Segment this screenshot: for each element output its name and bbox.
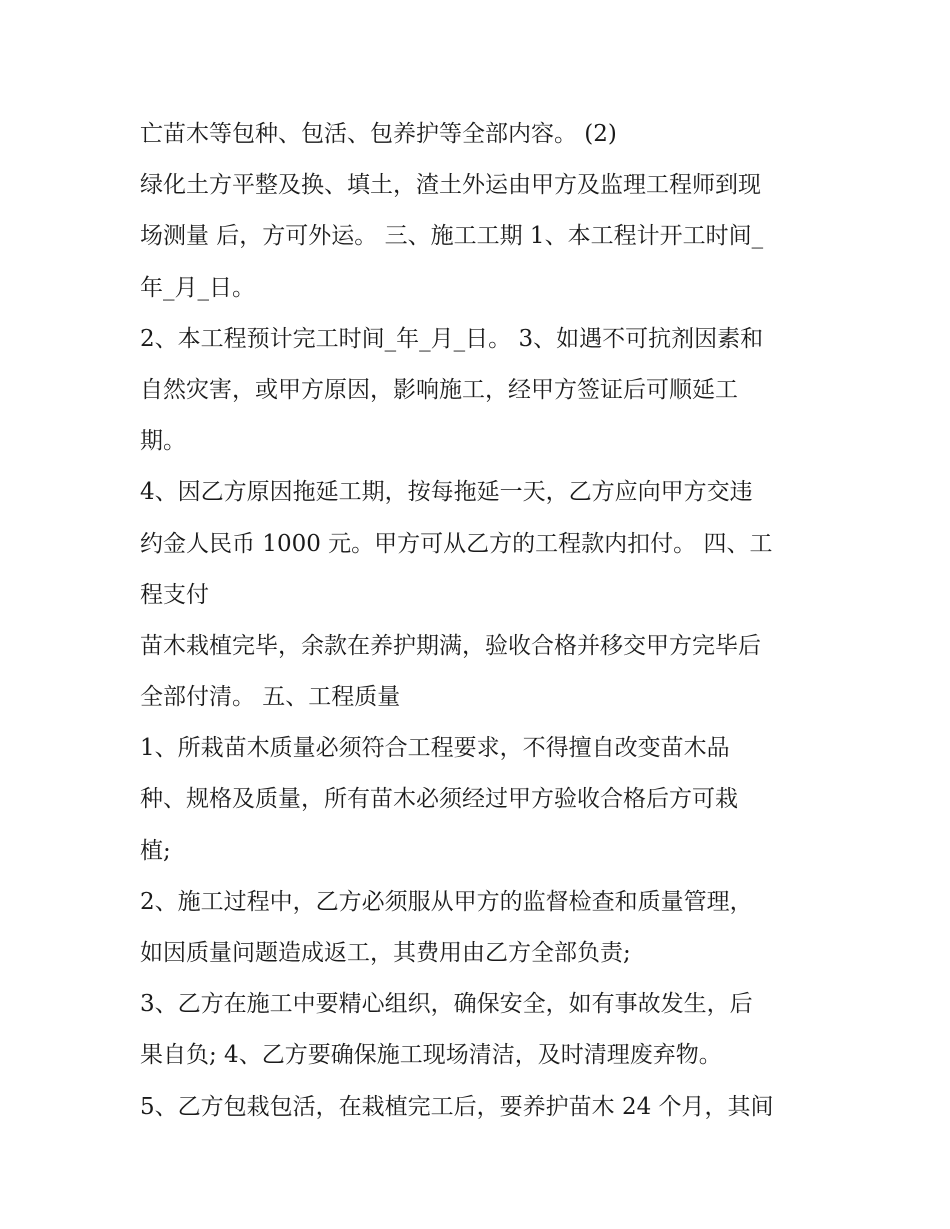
text-line: 植; [140,837,171,864]
text-line: 绿化土方平整及换、填土，渣土外运由甲方及监理工程师到现 [140,172,761,199]
text-line: 年_月_日。 [140,274,255,301]
text-line: 期。 [140,428,186,455]
text-line: 程支付 [140,581,209,608]
text-line: 2、施工过程中，乙方必须服从甲方的监督检查和质量管理， [140,888,753,915]
text-line: 约金人民币 1000 元。甲方可从乙方的工程款内扣付。 四、工 [140,530,773,557]
text-line: 如因质量问题造成返工，其费用由乙方全部负责; [140,940,631,966]
text-line: 1、所栽苗木质量必须符合工程要求，不得擅自改变苗木品 [140,735,730,762]
document-body [140,109,830,1133]
text-line: 2、本工程预计完工时间_年_月_日。 3、如遇不可抗剂因素和 [140,325,764,352]
text-line: 场测量 后，方可外运。 三、施工工期 1、本工程计开工时间_ [140,223,764,250]
text-line: 4、因乙方原因拖延工期，按每拖延一天，乙方应向甲方交违 [140,479,753,506]
text-line: 全部付清。 五、工程质量 [140,684,401,711]
text-line: 亡苗木等包种、包活、包养护等全部内容。 (2) [140,121,617,147]
text-line: 果自负; 4、乙方要确保施工现场清洁，及时清理废弃物。 [140,1042,722,1069]
text-line: 5、乙方包栽包活，在栽植完工后，要养护苗木 24 个月，其间 [140,1093,774,1120]
text-line: 种、规格及质量，所有苗木必须经过甲方验收合格后方可栽 [140,786,738,813]
text-line: 3、乙方在施工中要精心组织，确保安全，如有事故发生，后 [140,991,753,1018]
text-line: 苗木栽植完毕，余款在养护期满，验收合格并移交甲方完毕后 [140,632,761,659]
text-line: 自然灾害，或甲方原因，影响施工，经甲方签证后可顺延工 [140,376,738,403]
